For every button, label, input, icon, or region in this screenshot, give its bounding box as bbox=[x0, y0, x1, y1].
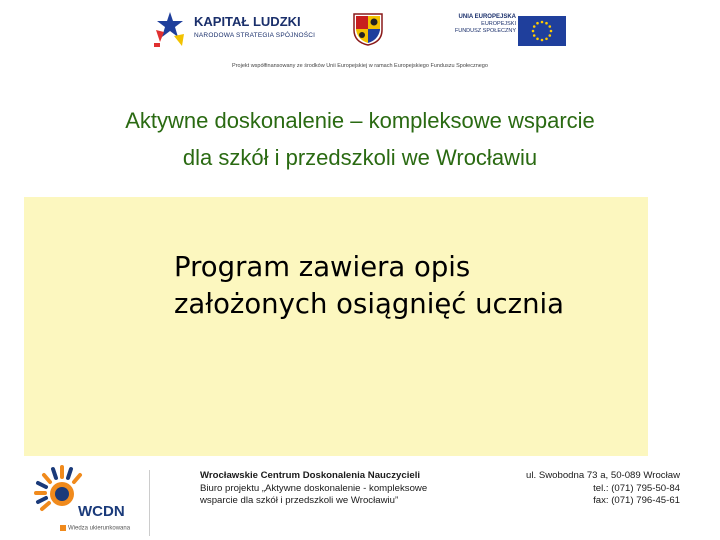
page-title bbox=[0, 102, 720, 176]
tagline-dot-icon bbox=[60, 525, 66, 531]
eu-text-line3: FUNDUSZ SPOŁECZNY bbox=[454, 28, 516, 34]
lower-silesia-crest-icon bbox=[352, 12, 384, 46]
title-line2: dla szkół i przedszkoli we Wrocławiu bbox=[182, 145, 538, 170]
kapital-ludzki-logo bbox=[152, 8, 352, 48]
address: ul. Swobodna 73 a, 50-089 Wrocław bbox=[526, 470, 680, 481]
funding-note: Projekt współfinansowany ze środków Unii Europejskiej w ramach Europejskiego Funduszu Społecznego bbox=[232, 63, 488, 69]
eu-logo bbox=[450, 12, 570, 46]
eu-text-line2: EUROPEJSKI bbox=[481, 21, 516, 27]
content-line2: założonych osiągnięć ucznia bbox=[174, 288, 565, 320]
fax: fax: (071) 796-45-61 bbox=[593, 495, 680, 506]
content-line1: Program zawiera opis bbox=[174, 251, 471, 283]
footer-contact bbox=[522, 470, 680, 508]
project-line1: Biuro projektu „Aktywne doskonalenie - kompleksowe bbox=[200, 482, 428, 494]
wcdn-logo bbox=[32, 463, 142, 537]
content-text bbox=[174, 249, 564, 323]
eu-flag-icon bbox=[518, 16, 566, 46]
kapital-ludzki-star-logo bbox=[152, 8, 188, 48]
eu-text bbox=[455, 14, 516, 35]
eu-text-line1: UNIA EUROPEJSKA bbox=[458, 14, 516, 20]
org-name: Wrocławskie Centrum Doskonalenia Nauczycieli bbox=[200, 470, 421, 481]
content-box bbox=[24, 197, 648, 456]
kapital-ludzki-subtitle: NARODOWA STRATEGIA SPÓJNOŚCI bbox=[194, 32, 316, 39]
kapital-ludzki-title: KAPITAŁ LUDZKI bbox=[194, 14, 301, 29]
project-line2: wsparcie dla szkół i przedszkoli we Wrocławiu” bbox=[200, 495, 399, 506]
wcdn-tagline-text: Wiedza ukierunkowana bbox=[68, 525, 131, 532]
footer-org-info bbox=[200, 470, 427, 508]
wcdn-tagline bbox=[60, 525, 130, 532]
title-line1: Aktywne doskonalenie – kompleksowe wsparcie bbox=[125, 108, 595, 133]
wcdn-name: WCDN bbox=[78, 503, 125, 520]
phone: tel.: (071) 795-50-84 bbox=[593, 482, 680, 494]
footer-divider bbox=[149, 470, 150, 536]
